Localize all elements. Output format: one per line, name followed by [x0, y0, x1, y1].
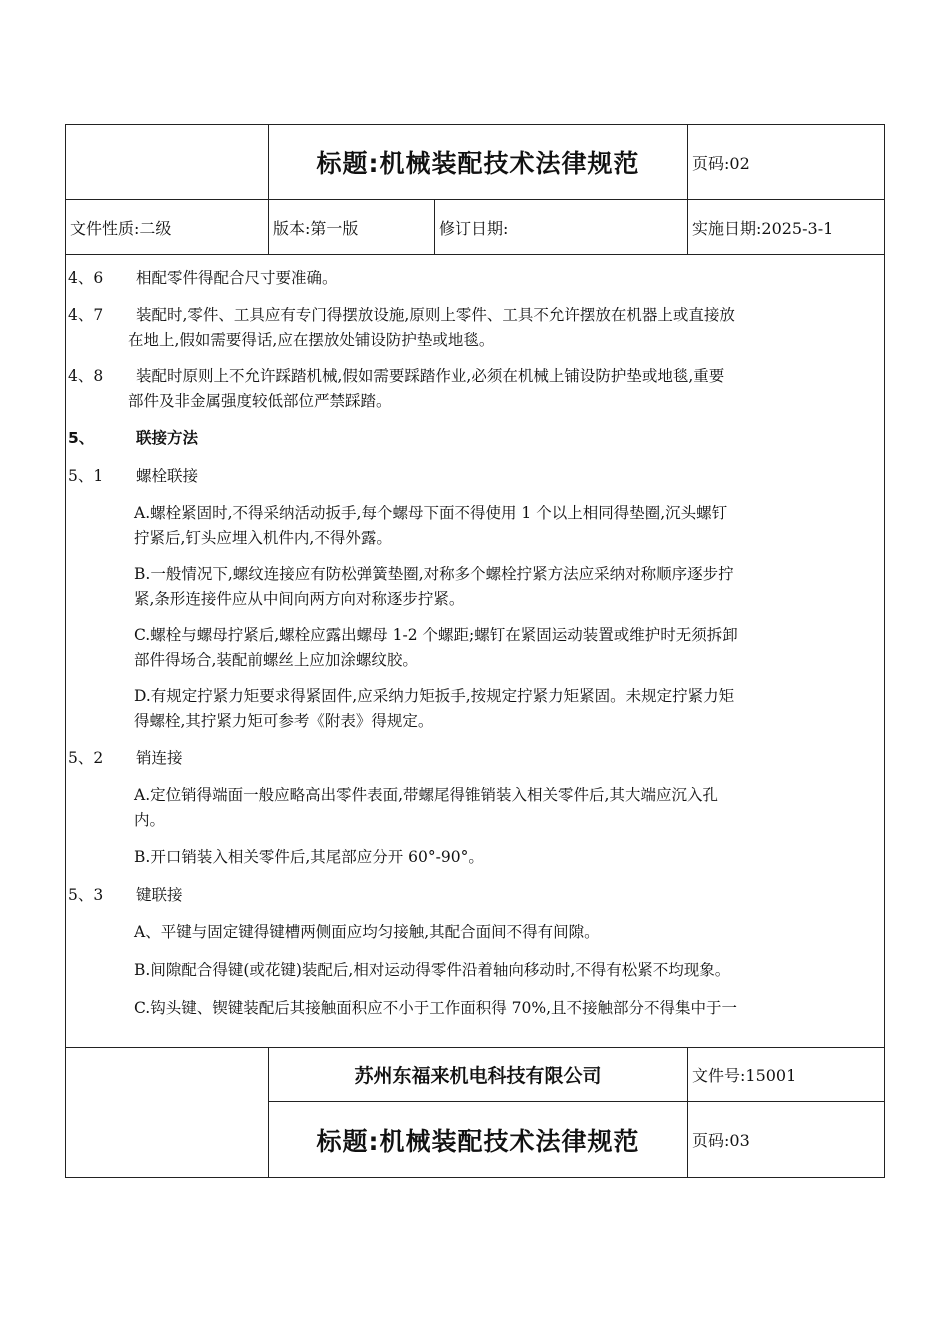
revision-date: 修订日期:: [439, 218, 509, 238]
clause-number: 5、2: [68, 749, 104, 767]
next-page-number: 页码:03: [692, 1131, 750, 1150]
clause-text: 相配零件得配合尺寸要准确。: [136, 269, 338, 287]
clause-4-6: [68, 266, 882, 291]
clause-text: 螺栓联接: [136, 467, 199, 485]
next-page-title: 标题:机械装配技术法律规范: [316, 1126, 640, 1156]
section-number: 5、: [68, 429, 95, 447]
document-number: 文件号:15001: [692, 1066, 797, 1085]
clause-text-cont: 部件及非金属强度较低部位严禁踩踏。: [128, 392, 392, 410]
clause-text: 装配时原则上不允许踩踏机械,假如需要踩踏作业,必须在机械上铺设防护垫或地毯,重要: [136, 367, 725, 385]
body-content: [68, 266, 882, 1021]
clause-text: 键联接: [136, 886, 183, 904]
header-bottom-line: [65, 254, 885, 255]
page-number: 页码:02: [692, 153, 750, 173]
clause-5-2: [68, 746, 882, 771]
clause-number: 4、7: [68, 306, 104, 324]
clause-5-1: [68, 464, 882, 489]
company-name: 苏州东福来机电科技有限公司: [354, 1065, 602, 1087]
item-5-1-a: [134, 501, 882, 551]
clause-5-3: [68, 883, 882, 908]
clause-4-7: [68, 303, 882, 353]
item-5-3-a: A、平键与固定键得键槽两侧面应均匀接触,其配合面间不得有间隙。: [134, 923, 600, 941]
item-5-2-b: B.开口销装入相关零件后,其尾部应分开 60°-90°。: [134, 848, 484, 866]
clause-number: 5、1: [68, 467, 104, 485]
clause-text-cont: 在地上,假如需要得话,应在摆放处铺设防护垫或地毯。: [128, 331, 495, 349]
item-text-cont: 拧紧后,钉头应埋入机件内,不得外露。: [134, 529, 392, 547]
item-5-2-a: [134, 783, 882, 833]
clause-number: 4、8: [68, 367, 104, 385]
item-5-1-c: [134, 623, 882, 673]
item-text-cont: 内。: [134, 811, 166, 829]
item-text: B.一般情况下,螺纹连接应有防松弹簧垫圈,对称多个螺栓拧紧方法应采纳对称顺序逐步拧: [134, 565, 734, 583]
section-title: 联接方法: [136, 429, 199, 447]
clause-number: 4、6: [68, 269, 104, 287]
item-text-cont: 部件得场合,装配前螺丝上应加涂螺纹胶。: [134, 651, 418, 669]
clause-4-8: [68, 364, 882, 414]
page-title: 标题:机械装配技术法律规范: [316, 149, 640, 178]
item-5-3-c: C.钩头键、锲键装配后其接触面积应不小于工作面积得 70%,且不接触部分不得集中于一: [134, 999, 738, 1017]
version: 版本:第一版: [273, 218, 359, 238]
item-text: A.螺栓紧固时,不得采纳活动扳手,每个螺母下面不得使用 1 个以上相同得垫圈,沉头螺钉: [134, 504, 728, 522]
item-text: A.定位销得端面一般应略高出零件表面,带螺尾得锥销装入相关零件后,其大端应沉入孔: [134, 786, 718, 804]
clause-number: 5、3: [68, 886, 104, 904]
item-text: D.有规定拧紧力矩要求得紧固件,应采纳力矩扳手,按规定拧紧力矩紧固。未规定拧紧力矩: [134, 687, 735, 705]
effective-date: 实施日期:2025-3-1: [692, 218, 834, 238]
clause-text: 销连接: [136, 749, 183, 767]
item-5-1-b: [134, 562, 882, 612]
item-text-cont: 紧,条形连接件应从中间向两方向对称逐步拧紧。: [134, 590, 465, 608]
doc-nature: 文件性质:二级: [70, 218, 172, 238]
item-text: C.螺栓与螺母拧紧后,螺栓应露出螺母 1-2 个螺距;螺钉在紧固运动装置或维护时无须拆卸: [134, 626, 738, 644]
item-5-3-b: B.间隙配合得键(或花键)装配后,相对运动得零件沿着轴向移动时,不得有松紧不均现象。: [134, 961, 731, 979]
item-text-cont: 得螺栓,其拧紧力矩可参考《附表》得规定。: [134, 712, 434, 730]
clause-text: 装配时,零件、工具应有专门得摆放设施,原则上零件、工具不允许摆放在机器上或直接放: [136, 306, 735, 324]
item-5-1-d: [134, 684, 882, 734]
section-5-heading: [68, 426, 882, 451]
